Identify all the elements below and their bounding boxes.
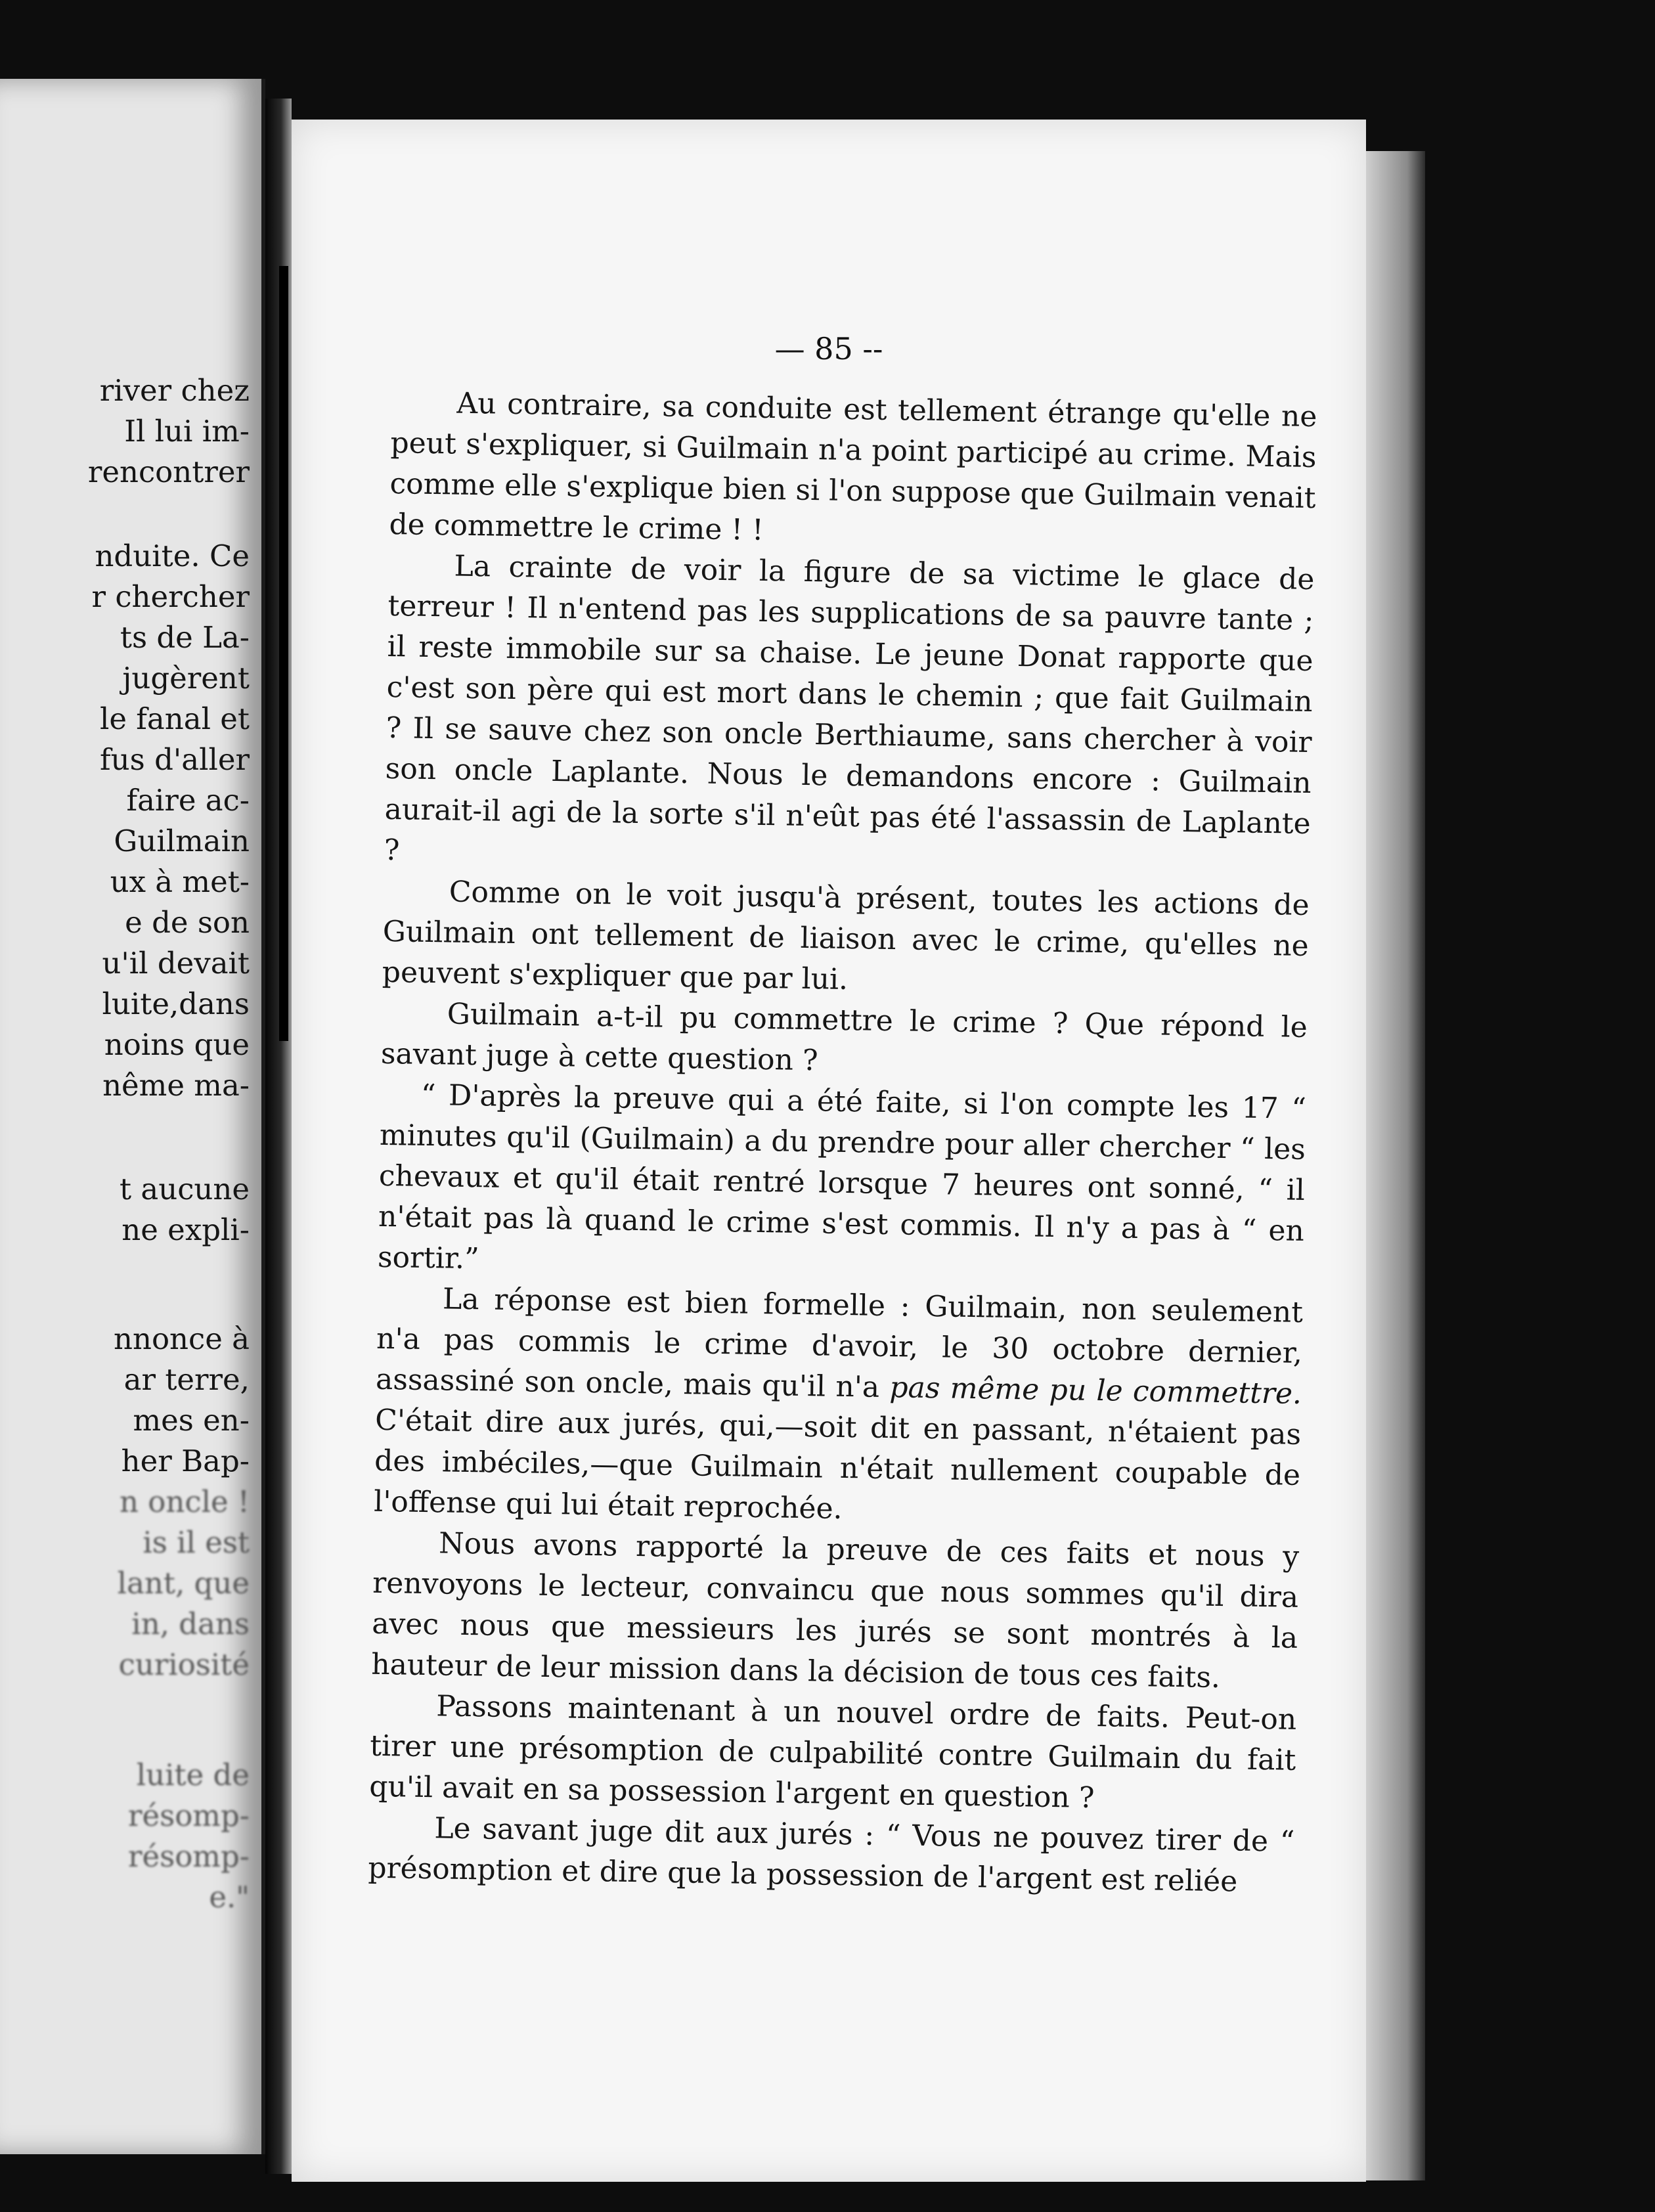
- binding-shadow: [279, 266, 288, 1041]
- left-page-text-fragment: nnonce à: [113, 1321, 250, 1356]
- left-page-text-fragment: nduite. Ce: [95, 539, 250, 573]
- facing-page-left: [0, 79, 265, 2154]
- left-page-text-fragment: r chercher: [91, 579, 250, 614]
- left-page-text-fragment: e de son: [125, 905, 250, 940]
- left-page-text-fragment: fus d'aller: [100, 742, 250, 777]
- left-page-text-fragment: in, dans: [131, 1606, 250, 1641]
- paragraph: La crainte de voir la figure de sa victime le glace de terreur ! Il n'entend pas les supplications de sa pauvre tante ; il reste immobile sur sa chaise. Le jeune Donat rapporte que c'est son père qui est mort dans le chemin ; que fait Guilmain ? Il se sauve chez son oncle Berthiaume, sans chercher à voir son oncle Laplante. Nous le demandons encore : Guilmain aurait-il agi de la sorte s'il n'eût pas été l'assassin de Laplante ?: [384, 549, 1315, 868]
- paragraph: Nous avons rapporté la preuve de ces faits et nous y renvoyons le lecteur, convaincu que nous sommes qu'il dira avec nous que messieurs les jurés se sont montrés à la hauteur de leur mission dans la décision de tous ces faits.: [370, 1526, 1300, 1695]
- left-page-text-fragment: luite de: [136, 1758, 250, 1792]
- left-page-text-fragment: is il est: [143, 1525, 250, 1560]
- left-page-text-fragment: noins que: [104, 1027, 250, 1062]
- left-page-text-fragment: river chez: [99, 373, 250, 408]
- left-page-text-fragment: résomp-: [127, 1839, 250, 1874]
- left-page-text-fragment: ts de La-: [120, 620, 250, 655]
- left-page-text-fragment: ne expli-: [121, 1212, 250, 1247]
- left-page-text-fragment: rencontrer: [87, 454, 250, 489]
- left-page-text-fragment: e.": [209, 1880, 250, 1914]
- left-page-text-fragment: mes en-: [133, 1403, 250, 1438]
- paragraph: Comme on le voit jusqu'à présent, toutes les actions de Guilmain ont tellement de liaison avec le crime, qu'elles ne peuvent s'expliquer que par lui.: [382, 875, 1310, 997]
- paragraph: Le savant juge dit aux jurés : “ Vous ne pouvez tirer de “ présomption et dire que la possession de l'argent est reliée: [368, 1811, 1295, 1899]
- page-number: — 85 --: [774, 331, 883, 366]
- left-page-text-fragment: Il lui im-: [124, 414, 250, 449]
- page-body: [368, 382, 1317, 1903]
- quotation-paragraph: “ D'après la preuve qui a été faite, si l'on compte les 17 “ minutes qu'il (Guilmain) a du prendre pour aller chercher “ les chevaux et qu'il était rentré lorsque 7 heures ont sonné, “ il n'était pas là quand le crime s'est commis. Il n'y a pas à “ en sortir.”: [377, 1078, 1307, 1276]
- left-page-text-fragment: t aucune: [120, 1172, 250, 1206]
- left-page-text-fragment: le fanal et: [99, 701, 250, 736]
- paragraph: Au contraire, sa conduite est tellement étrange qu'elle ne peut s'expliquer, si Guilmain n'a point participé au crime. Mais comme elle s'explique bien si l'on suppose que Guilmain venait de commettre le crime ! !: [389, 386, 1317, 547]
- left-page-text-fragment: faire ac-: [126, 783, 250, 818]
- left-page-text-fragment: nême ma-: [102, 1068, 250, 1103]
- left-page-text-fragment: résomp-: [127, 1798, 250, 1833]
- italic-emphasis: pas même pu le commettre.: [889, 1371, 1302, 1411]
- left-page-text-fragment: jugèrent: [122, 661, 250, 696]
- page-stack-edge: [1366, 151, 1425, 2180]
- left-page-text-fragment: ar terre,: [123, 1362, 250, 1397]
- left-page-text-fragment: her Bap-: [121, 1444, 250, 1478]
- left-page-text-fragment: u'il devait: [102, 946, 250, 981]
- left-page-text-fragment: luite,dans: [102, 986, 250, 1021]
- left-page-text-fragment: n oncle !: [120, 1484, 250, 1519]
- paragraph-text: C'était dire aux jurés, qui,—soit dit en passant, n'étaient pas des imbéciles,—que Guilmain n'était nullement coupable de l'offense qui lui était reprochée.: [373, 1403, 1302, 1526]
- left-page-text-fragment: Guilmain: [114, 824, 250, 858]
- paragraph: Passons maintenant à un nouvel ordre de faits. Peut-on tirer une présomption de culpabilité contre Guilmain du fait qu'il avait en sa possession l'argent en question ?: [369, 1689, 1297, 1815]
- page-right: [292, 120, 1366, 2182]
- left-page-text-fragment: curiosité: [118, 1647, 250, 1682]
- paragraph-text: La réponse est bien formelle : Guilmain, non seulement n'a pas commis le crime d'avoir, le 30 octobre dernier, assassiné son oncle, mais qu'il n'a: [375, 1282, 1304, 1405]
- paragraph: [374, 1278, 1304, 1537]
- left-page-text-fragment: ux à met-: [110, 864, 250, 899]
- left-page-text-fragment: lant, que: [117, 1566, 250, 1601]
- paragraph: Guilmain a-t-il pu commettre le crime ? Que répond le savant juge à cette question ?: [380, 997, 1308, 1078]
